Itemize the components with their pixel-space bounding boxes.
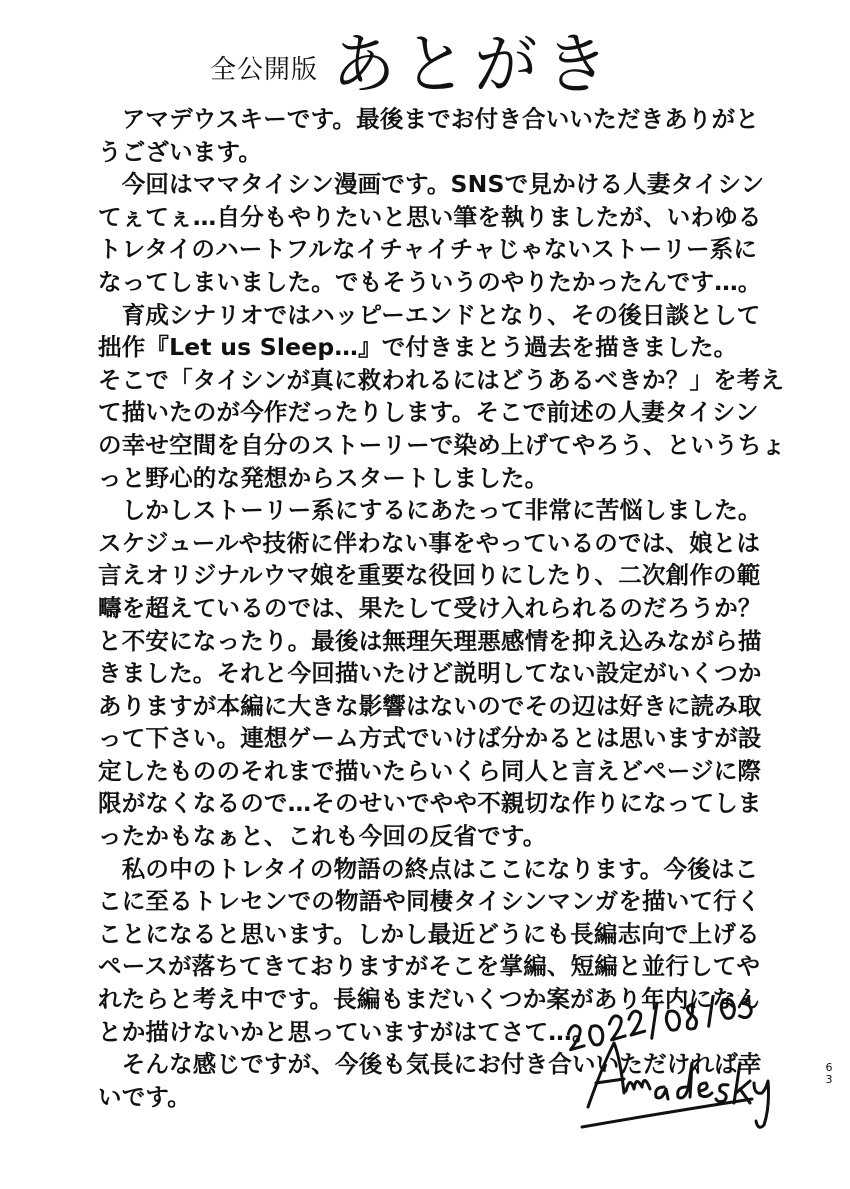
body-line: 私の中のトレタイの物語の終点はここになります。今後はこ [98, 854, 759, 883]
page-number-digit: 6 [825, 1061, 833, 1074]
body-line: 疇を超えているのでは、果たして受け入れられるのだろうか？ [98, 593, 762, 622]
handwritten-signature [560, 995, 790, 1145]
body-line: そこで「タイシンが真に救われるにはどうあるべきか？」を考え [98, 365, 785, 394]
page-number [822, 1062, 836, 1086]
body-line: うございます。 [98, 137, 263, 166]
body-line: って下さい。連想ゲーム方式でいけば分かるとは思いますが設 [98, 724, 762, 753]
body-line: そんな感じですが、今後も気長にお付き合いいただければ幸 [98, 1050, 762, 1079]
body-line: なってしまいました。でもそういうのやりたかったんです…。 [98, 267, 762, 296]
body-line: アマデウスキーです。最後までお付き合いいただきありがと [98, 105, 760, 133]
body-line: とか描けないかと思っていますがはてさて…。 [98, 1017, 596, 1046]
body-line: トレタイのハートフルなイチャイチャじゃないストーリー系に [98, 235, 758, 264]
body-line: 限がなくなるので…そのせいでやや不親切な作りになってしま [98, 789, 762, 818]
body-line: 拙作『Let us Sleep…』で付きまとう過去を描きました。 [98, 333, 738, 362]
body-line: 育成シナリオではハッピーエンドとなり、その後日談として [98, 300, 761, 329]
afterword-body [98, 103, 786, 1113]
body-line: 言えオリジナルウマ娘を重要な役回りにしたり、二次創作の範 [98, 561, 761, 590]
edition-label: 全公開版 [210, 55, 319, 85]
body-line: れたらと考え中です。長編もまだいくつか案があり年内になん [98, 985, 760, 1014]
body-line: ペースが落ちてきておりますがそこを掌編、短編と並行してや [98, 952, 761, 981]
body-line: っと野心的な発想からスタートしました。 [98, 463, 549, 492]
body-line: と不安になったり。最後は無理矢理悪感情を抑え込みながら描 [98, 626, 762, 655]
body-line: 定したもののそれまで描いたらいくら同人と言えどページに際 [98, 756, 762, 785]
body-line: こに至るトレセンでの物語や同棲タイシンマンガを描いて行く [98, 887, 761, 916]
signature-name [582, 1043, 769, 1127]
body-line: てぇてぇ…自分もやりたいと思い筆を執りましたが、いわゆる [98, 202, 762, 231]
body-line: て描いたのが今作だったりします。そこで前述の人妻タイシン [98, 398, 759, 427]
body-line: いです。 [98, 1082, 191, 1111]
body-line: の幸せ空間を自分のストーリーで染め上げてやろう、というちょ [98, 430, 786, 459]
body-line: しかしストーリー系にするにあたって非常に苦悩しました。 [98, 496, 762, 525]
page-number-digit: 3 [825, 1073, 833, 1086]
header [210, 18, 628, 103]
body-line: 今回はママタイシン漫画です。SNSで見かける人妻タイシン [98, 170, 765, 199]
body-line: ったかもなぁと、これも今回の反省です。 [98, 822, 547, 851]
signature-date [565, 995, 753, 1050]
body-line: きました。それと今回描いたけど説明してない設定がいくつか [98, 659, 762, 688]
body-line: ありますが本編に大きな影響はないのでその辺は好きに読み取 [98, 691, 762, 720]
page-title: あとがき [332, 26, 617, 103]
body-line: ことになると思います。しかし最近どうにも長編志向で上げる [98, 919, 760, 948]
body-line: スケジュールや技術に伴わない事をやっているのでは、娘とは [98, 528, 761, 557]
